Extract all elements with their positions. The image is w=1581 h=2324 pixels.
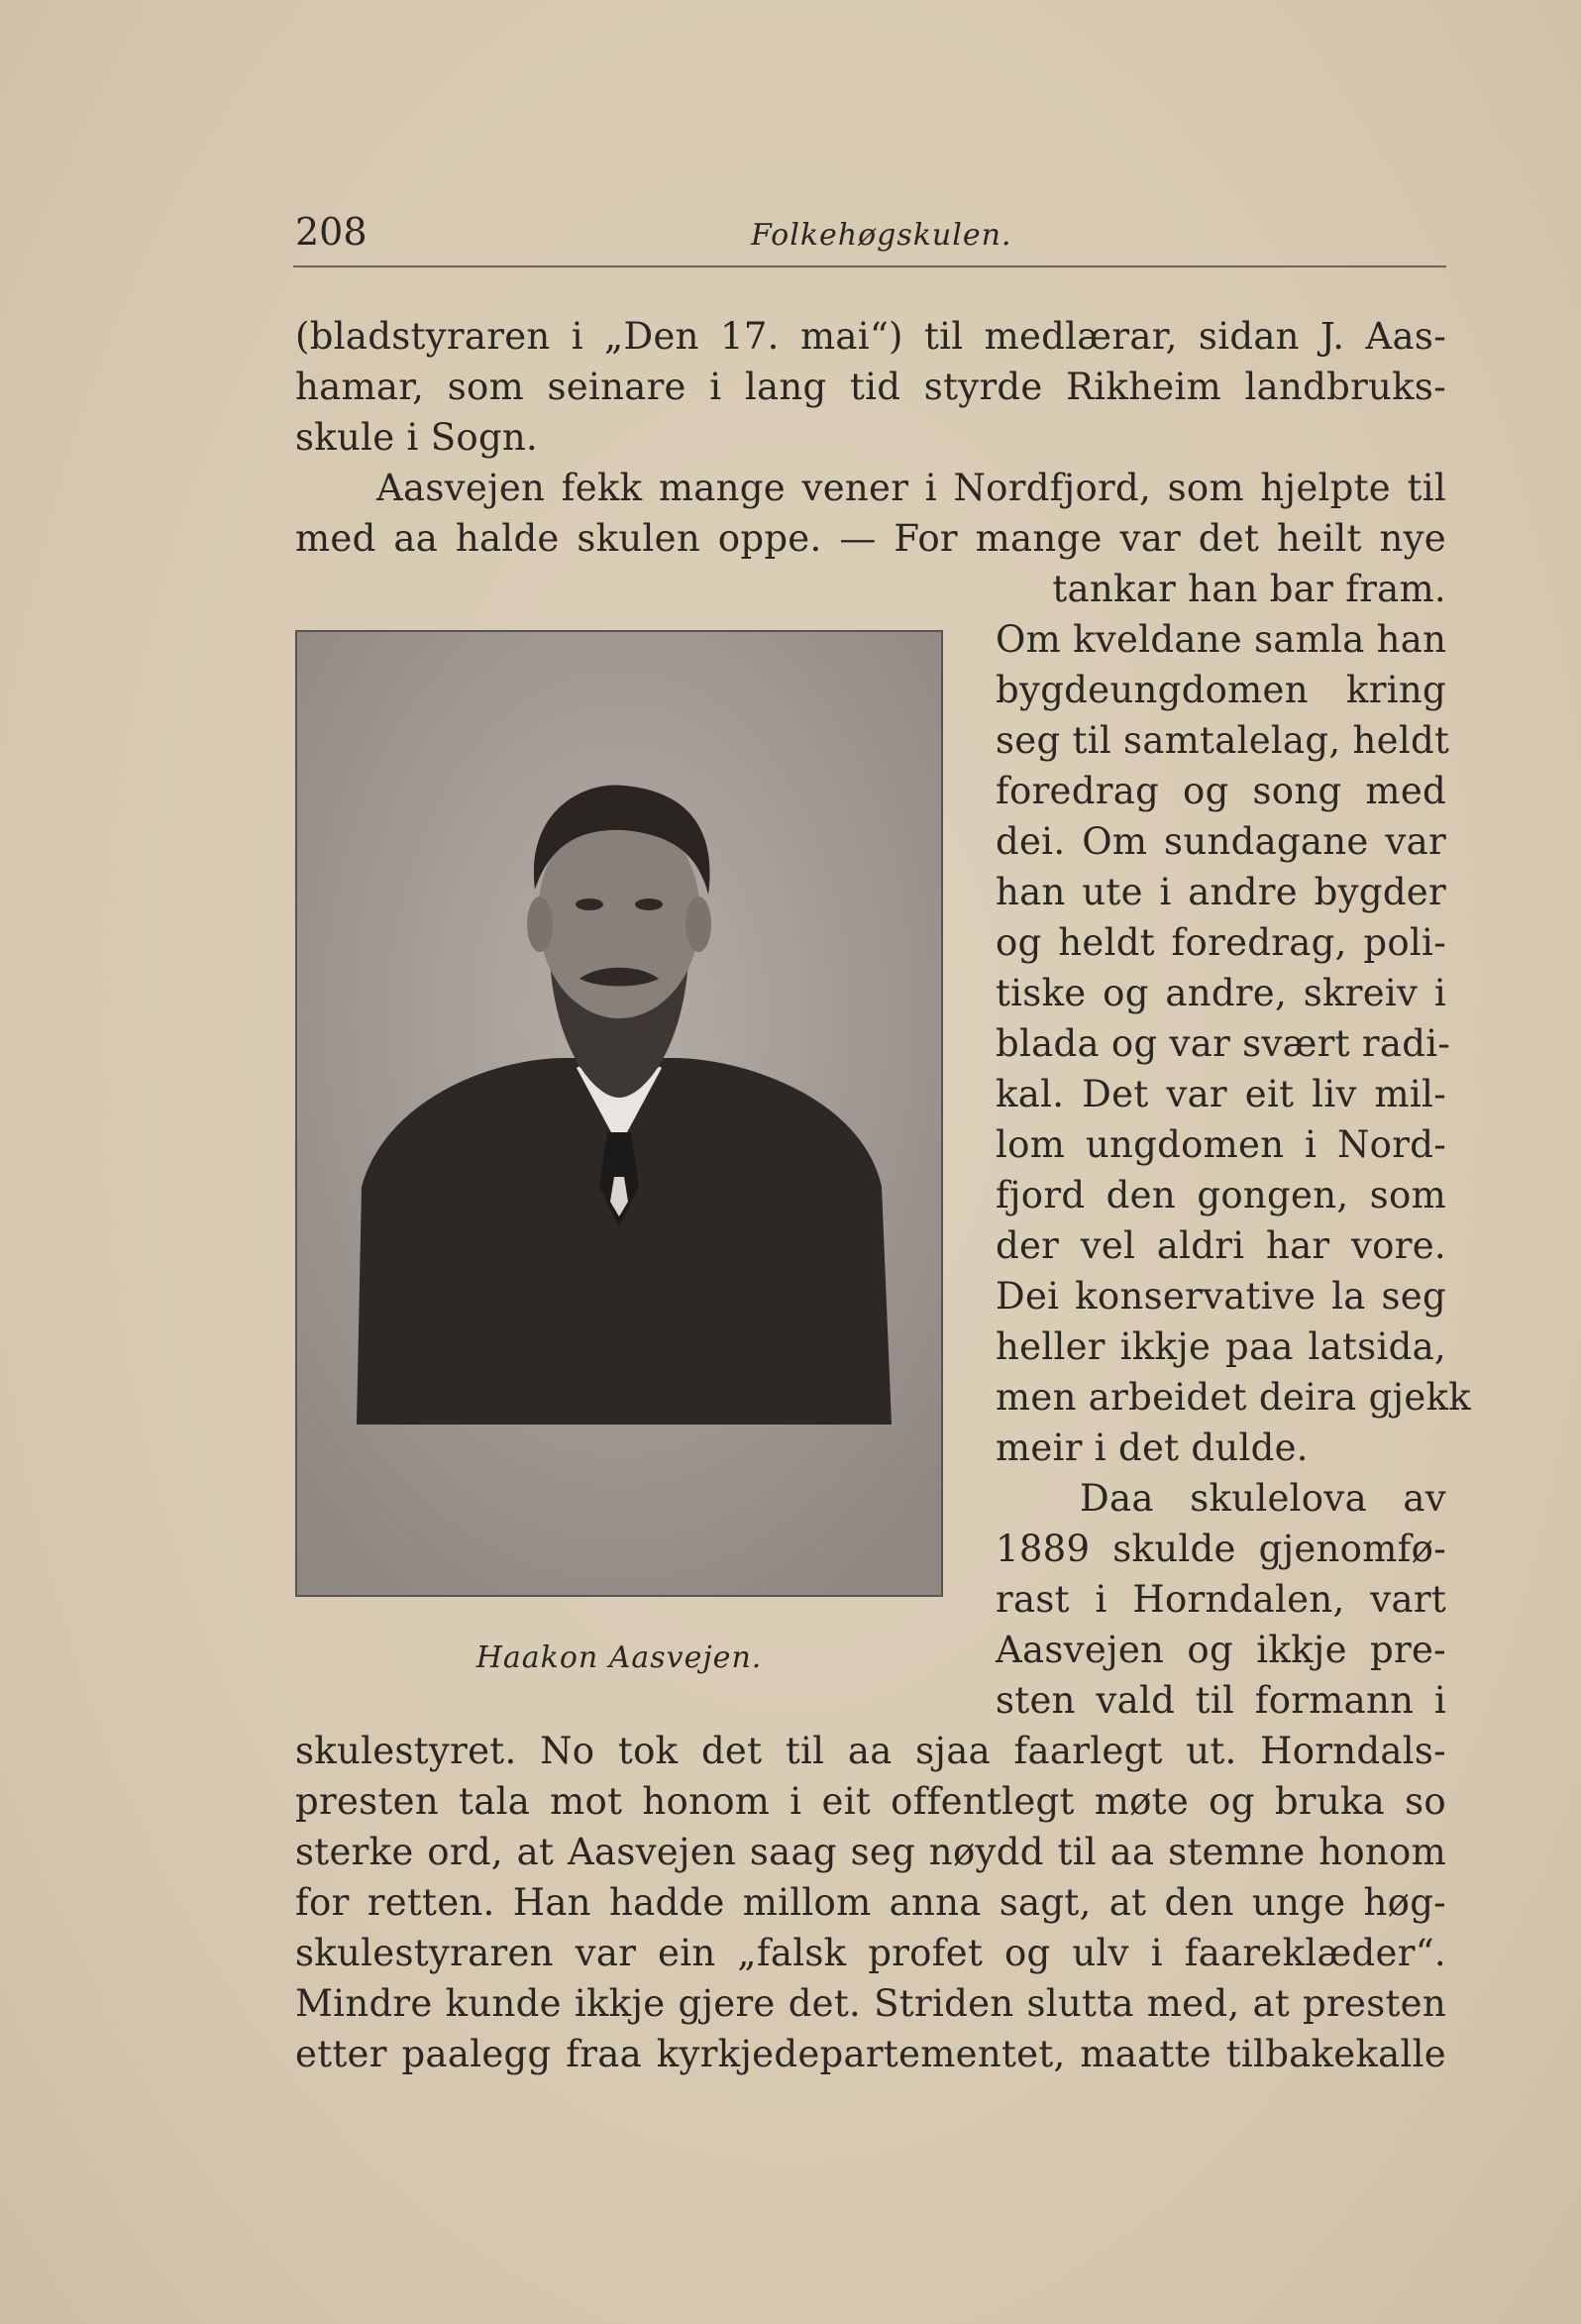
text-line: tiske og andre, skreiv i xyxy=(996,972,1446,1014)
text-line: sterke ord, at Aasvejen saag seg nøydd til aa stemne honom xyxy=(295,1831,1446,1873)
portrait-photo-icon xyxy=(297,632,941,1595)
portrait-photo xyxy=(295,630,943,1597)
text-line: for retten. Han hadde millom anna sagt, at den unge høg- xyxy=(295,1881,1446,1924)
text-line: seg til samtalelag, heldt xyxy=(996,719,1450,762)
text-line: tankar han bar fram. xyxy=(1052,568,1446,610)
text-line: presten tala mot honom i eit offentlegt møte og bruka so xyxy=(295,1780,1446,1823)
text-line: skulestyret. No tok det til aa sjaa faarlegt ut. Horndals- xyxy=(295,1730,1446,1772)
page-number: 208 xyxy=(295,210,368,254)
text-line: med aa halde skulen oppe. — For mange var det heilt nye xyxy=(295,517,1446,560)
text-line: fjord den gongen, som xyxy=(996,1174,1446,1216)
text-line: kal. Det var eit liv mil- xyxy=(996,1073,1446,1115)
running-title: Folkehøgskulen. xyxy=(751,218,1012,253)
page-header xyxy=(295,210,1446,260)
text-line: hamar, som seinare i lang tid styrde Rikheim landbruks- xyxy=(295,366,1446,408)
text-line: bygdeungdomen kring xyxy=(996,669,1446,711)
text-line: han ute i andre bygder xyxy=(996,871,1446,913)
text-line: der vel aldri har vore. xyxy=(996,1224,1446,1267)
text-line: men arbeidet deira gjekk xyxy=(996,1376,1471,1419)
text-line: lom ungdomen i Nord- xyxy=(996,1123,1446,1166)
text-line: skulestyraren var ein „falsk profet og ulv i faareklæder“. xyxy=(295,1932,1446,1974)
text-line: Daa skulelova av xyxy=(1080,1477,1446,1520)
text-line: blada og var svært radi- xyxy=(996,1022,1451,1065)
text-line: 1889 skulde gjenomfø- xyxy=(996,1528,1446,1570)
text-line: meir i det dulde. xyxy=(996,1426,1309,1469)
text-line: dei. Om sundagane var xyxy=(996,820,1446,863)
text-line: sten vald til formann i xyxy=(996,1679,1446,1722)
text-line: rast i Horndalen, vart xyxy=(996,1578,1446,1621)
header-rule xyxy=(293,265,1446,267)
text-line: heller ikkje paa latsida, xyxy=(996,1325,1446,1368)
text-line: Dei konservative la seg xyxy=(996,1275,1446,1318)
text-line: etter paalegg fraa kyrkjedepartementet, maatte tilbakekalle xyxy=(295,2033,1446,2075)
text-line: skule i Sogn. xyxy=(295,416,539,459)
text-line: og heldt foredrag, poli- xyxy=(996,921,1446,964)
text-line: Mindre kunde ikkje gjere det. Striden slutta med, at presten xyxy=(295,1982,1446,2025)
figure-caption: Haakon Aasvejen. xyxy=(475,1640,763,1675)
text-line: foredrag og song med xyxy=(996,770,1446,812)
text-line: (bladstyraren i „Den 17. mai“) til medlærar, sidan J. Aas- xyxy=(295,315,1446,358)
text-line: Aasvejen og ikkje pre- xyxy=(996,1629,1446,1671)
text-line: Om kveldane samla han xyxy=(996,618,1447,661)
text-line: Aasvejen fekk mange vener i Nordfjord, som hjelpte til xyxy=(376,467,1446,509)
